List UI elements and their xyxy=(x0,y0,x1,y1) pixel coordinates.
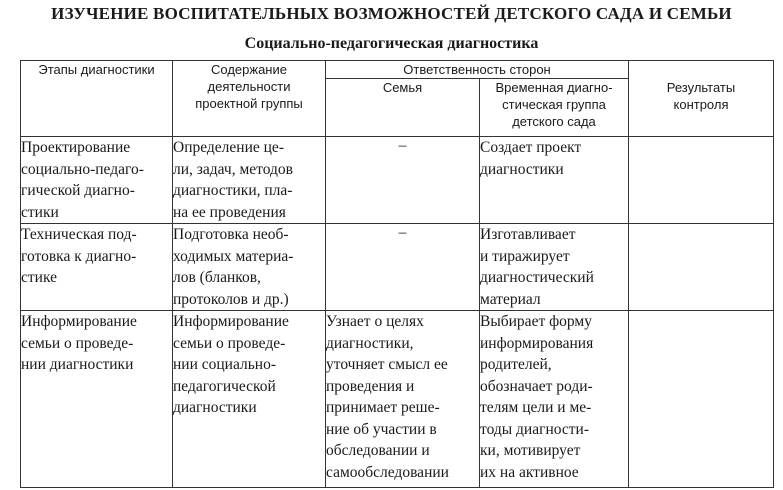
header-group-line: стическая группа xyxy=(502,97,606,112)
header-group-line: Временная диагно- xyxy=(495,80,613,95)
cell-line: уточняет смысл ее xyxy=(326,356,448,373)
group-cell xyxy=(480,224,629,311)
family-cell xyxy=(326,224,480,311)
cell-line: родителей, xyxy=(480,356,552,373)
content-cell xyxy=(173,224,326,311)
content-cell xyxy=(173,311,326,488)
cell-line: Подготовка необ- xyxy=(173,226,289,243)
cell-line: Выбирает форму xyxy=(480,313,592,330)
table-row xyxy=(21,311,774,488)
header-stages xyxy=(21,61,173,137)
cell-line: Определение це- xyxy=(173,139,284,156)
cell-line: Создает проект xyxy=(480,139,582,156)
cell-line: ли, задач, методов xyxy=(173,160,293,178)
cell-line: и тиражирует xyxy=(480,247,570,265)
cell-line: социально-педаго- xyxy=(21,160,144,178)
cell-line: диагностический xyxy=(480,269,594,286)
dash-mark: – xyxy=(398,137,407,154)
cell-line: семьи о проведе- xyxy=(21,334,134,352)
table-row xyxy=(21,224,774,311)
stage-cell xyxy=(21,224,173,311)
cell-line: обозначает роди- xyxy=(480,377,593,395)
results-cell xyxy=(629,311,774,488)
group-cell xyxy=(480,137,629,224)
results-cell xyxy=(629,137,774,224)
cell-line: протоколов и др.) xyxy=(173,290,289,308)
cell-line: ние об участии в xyxy=(326,420,437,438)
cell-line: обследовании и xyxy=(326,442,430,459)
cell-line: Проектирование xyxy=(21,139,131,156)
family-cell xyxy=(326,137,480,224)
cell-line: диагностики xyxy=(480,160,564,178)
cell-line: телям цели и ме- xyxy=(480,399,592,416)
cell-line: Техническая под- xyxy=(21,226,137,243)
table-row xyxy=(21,137,774,224)
cell-line: их на активное xyxy=(480,463,579,481)
header-results-line: Результаты xyxy=(666,80,736,95)
cell-line: гической диагно- xyxy=(21,182,135,199)
document-title: ИЗУЧЕНИЕ ВОСПИТАТЕЛЬНЫХ ВОЗМОЖНОСТЕЙ ДЕТСКОГО САДА И СЕМЬИ xyxy=(51,4,732,23)
cell-line: тоды диагности- xyxy=(480,420,590,438)
cell-line: диагностики, xyxy=(326,334,414,352)
cell-line: на ее проведения xyxy=(173,203,286,221)
stage-cell xyxy=(21,137,173,224)
stage-cell xyxy=(21,311,173,488)
cell-line: Изготавливает xyxy=(480,226,576,243)
header-family xyxy=(326,79,480,137)
header-responsibility xyxy=(326,61,629,79)
header-content-line: деятельности xyxy=(207,79,291,94)
cell-line: самообследовании xyxy=(326,463,449,481)
header-group xyxy=(480,79,629,137)
cell-line: стики xyxy=(21,203,59,221)
cell-line: информирования xyxy=(480,334,594,352)
header-stages-label: Этапы диагностики xyxy=(38,62,155,77)
results-cell xyxy=(629,224,774,311)
content-cell xyxy=(173,137,326,224)
cell-line: Информирование xyxy=(173,313,289,330)
cell-line: Информирование xyxy=(21,313,137,330)
cell-line: Узнает о целях xyxy=(326,313,424,330)
header-group-line: детского сада xyxy=(512,114,596,129)
cell-line: проведения и xyxy=(326,377,415,395)
cell-line: материал xyxy=(480,290,541,308)
cell-line: стике xyxy=(21,269,57,286)
cell-line: нии диагностики xyxy=(21,356,134,373)
cell-line: нии социально- xyxy=(173,356,277,373)
document-subtitle: Социально-педагогическая диагностика xyxy=(244,35,539,52)
header-results-line: контроля xyxy=(673,97,729,112)
cell-line: ходимых материа- xyxy=(173,247,294,265)
family-cell xyxy=(326,311,480,488)
cell-line: принимает реше- xyxy=(326,399,440,416)
header-results xyxy=(629,61,774,137)
diagnostics-table xyxy=(20,60,774,488)
cell-line: ки, мотивирует xyxy=(480,442,581,459)
cell-line: готовка к диагно- xyxy=(21,247,137,265)
cell-line: диагностики xyxy=(173,399,257,416)
cell-line: лов (бланков, xyxy=(173,269,261,286)
cell-line: семьи о проведе- xyxy=(173,334,286,352)
group-cell xyxy=(480,311,629,488)
header-content-line: проектной группы xyxy=(195,96,303,111)
header-family-label: Семья xyxy=(382,80,423,95)
header-content xyxy=(173,61,326,137)
header-responsibility-label: Ответственность сторон xyxy=(403,62,551,77)
cell-line: диагностики, пла- xyxy=(173,182,293,199)
header-content-line: Содержание xyxy=(211,62,287,77)
cell-line: педагогической xyxy=(173,377,276,395)
dash-mark: – xyxy=(398,224,407,241)
